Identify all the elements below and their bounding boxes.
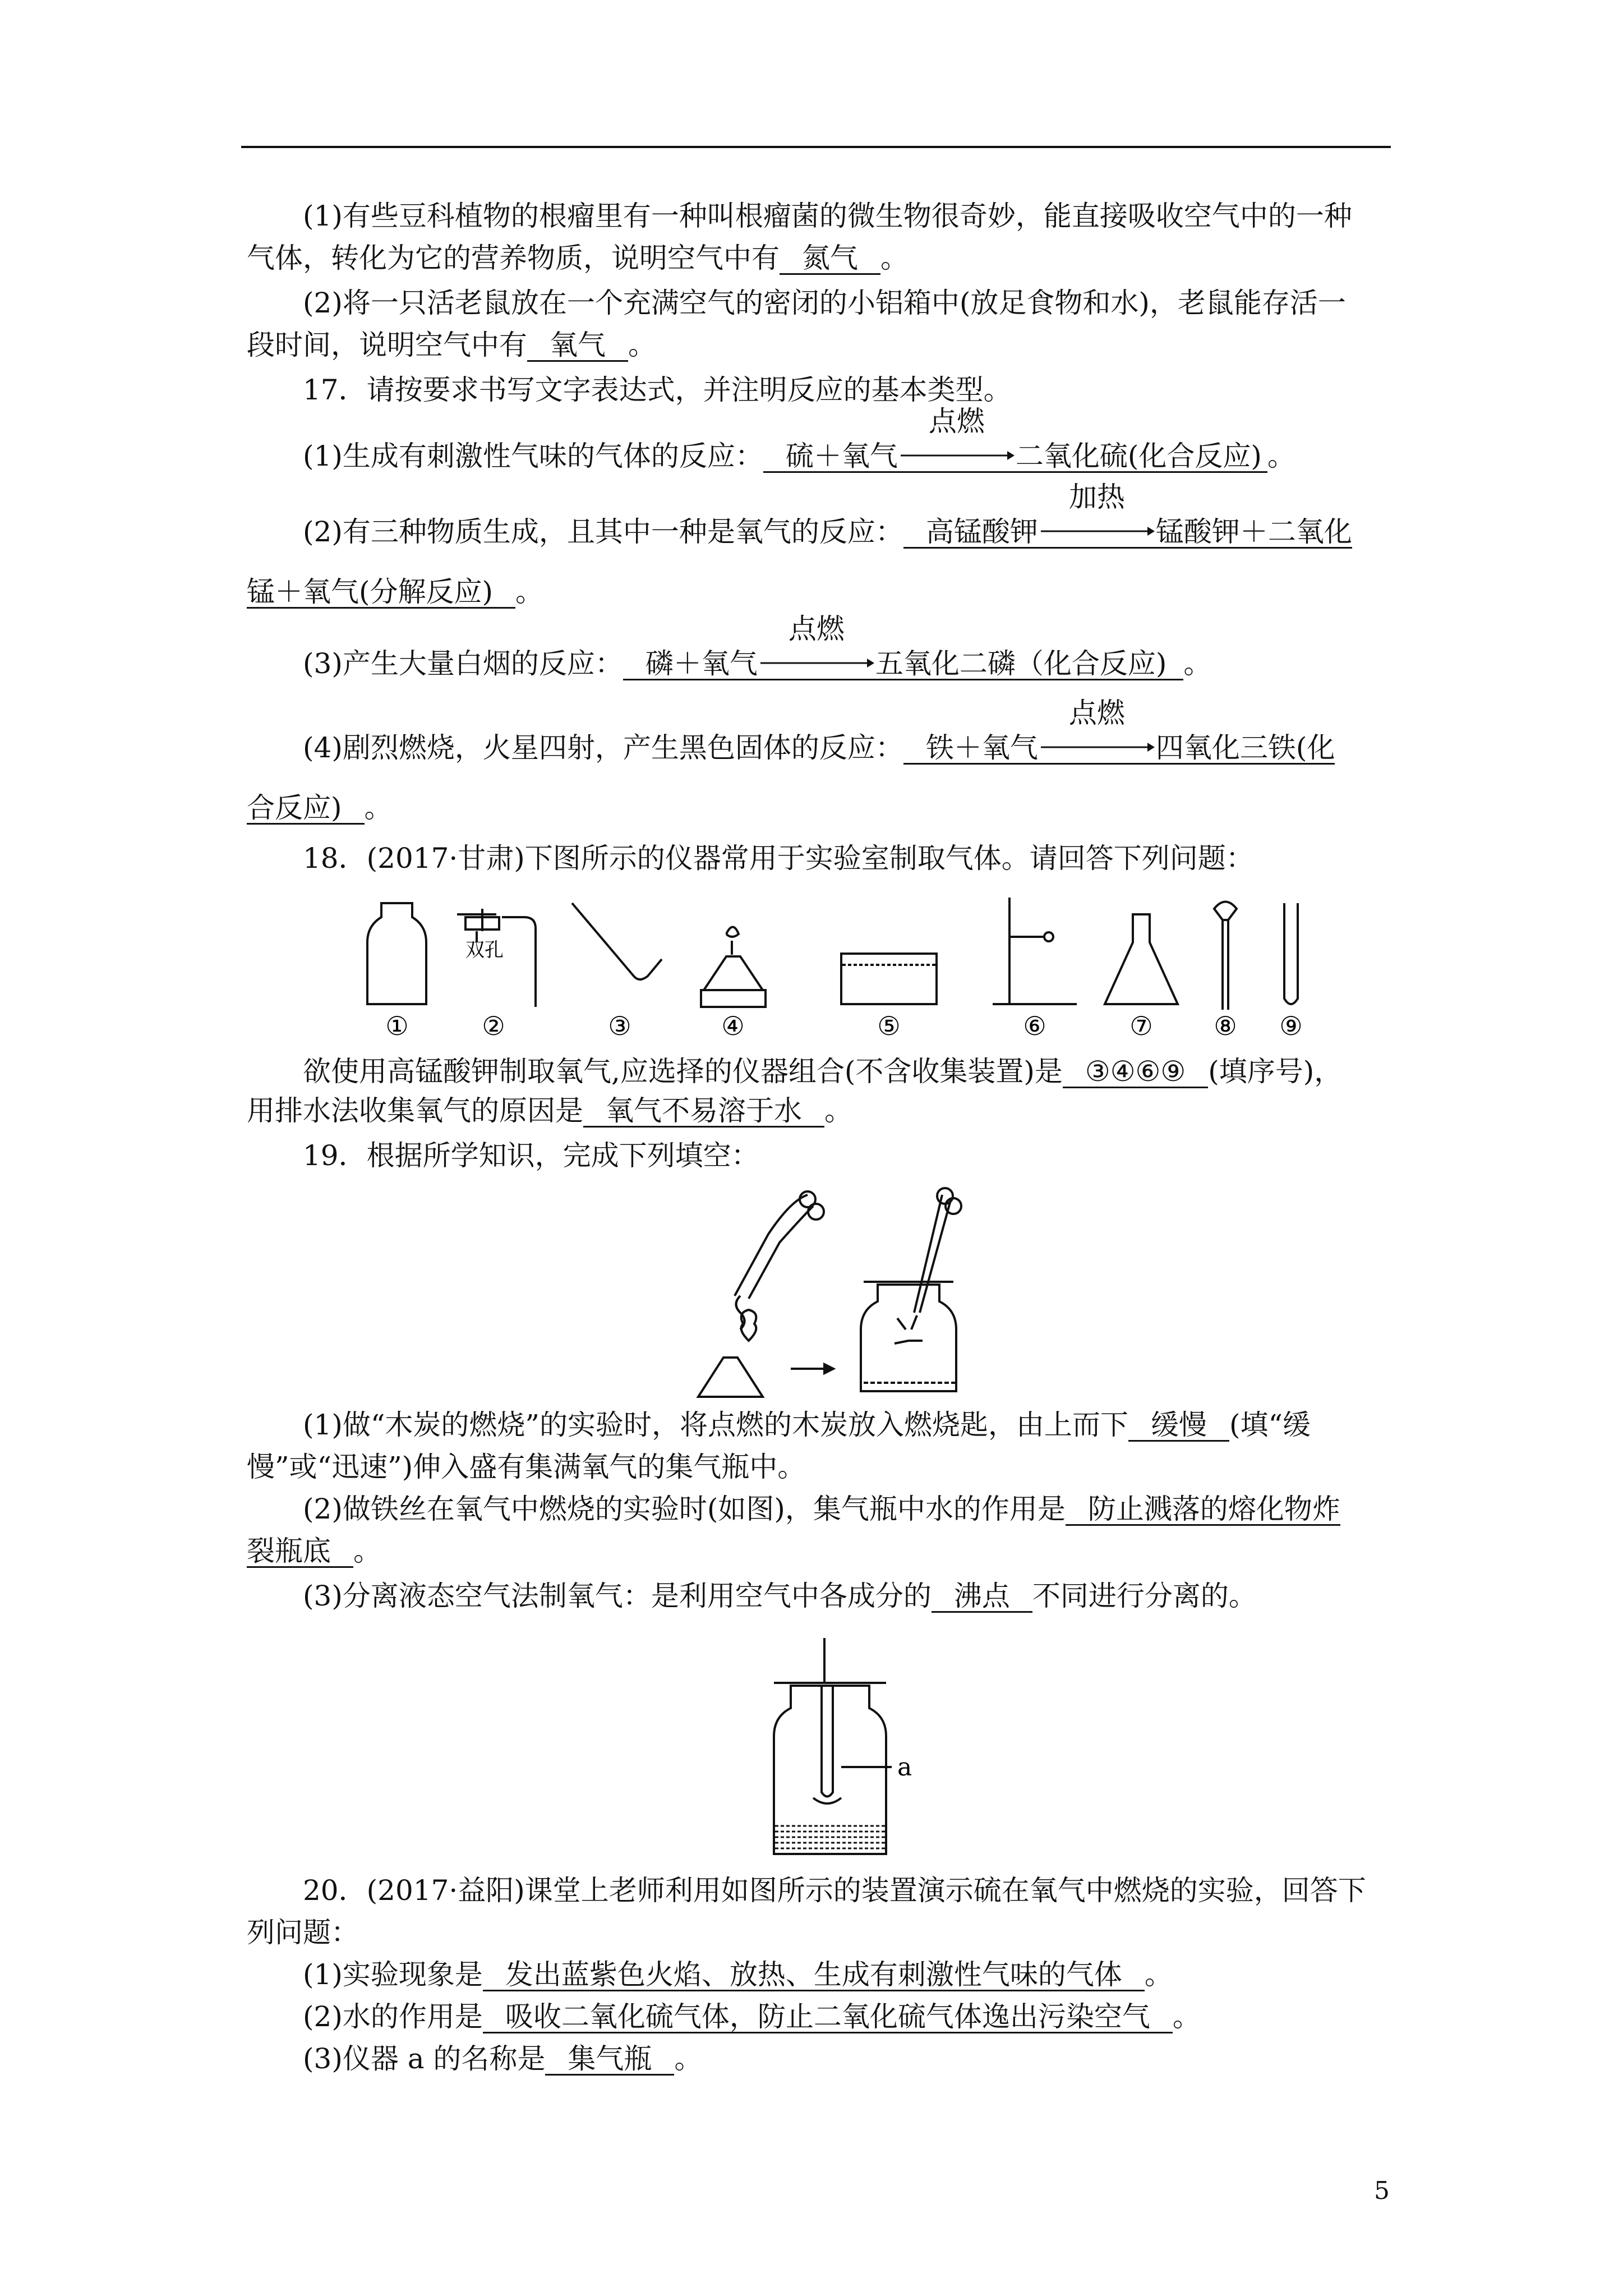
q16-p2-line1: (2)将一只活老鼠放在一个充满空气的密闭的小铝箱中(放足食物和水)，老鼠能存活一 [303,287,1346,319]
reactants: 硫＋氧气 [785,440,898,472]
q17-item1 [303,405,1295,473]
iron-stand-icon [993,898,1077,1004]
gas-bottle-icon [774,1686,886,1854]
gas-bottle-icon [861,1285,956,1391]
q17-item3 [303,613,1212,680]
funnel-icon [1214,902,1237,1010]
condition: 点燃 [788,613,845,645]
combustion-spoon-icon [822,1686,833,1797]
bent-tube-icon [572,903,662,979]
apparatus-label-a: a [897,1753,912,1782]
apparatus-label-9: ⑨ [1279,1011,1303,1038]
apparatus-label-2: ② [482,1011,505,1038]
q-text: (3)分离液态空气法制氧气：是利用空气中各成分的 [303,1580,932,1612]
products: 四氧化三铁(化 [1155,731,1335,764]
q16-p1-line2 [247,241,909,275]
punct: 。 [1267,440,1295,472]
q20-p2 [303,2000,1201,2033]
q-text: (4)剧烈燃烧，火星四射，产生黑色固体的反应： [303,731,903,764]
answer-blank [623,613,1184,680]
q18-ask-line1 [303,1055,1342,1088]
reactants: 高锰酸钾 [925,516,1038,548]
q20-title-line2: 列问题： [247,1916,359,1949]
punct: 。 [628,329,656,361]
q-text: (2)水的作用是 [303,2000,483,2033]
sparks-icon [895,1315,923,1343]
answer-blank: ③④⑥⑨ [1063,1056,1208,1088]
punct: 。 [1144,1958,1173,1991]
reactants: 铁＋氧气 [925,731,1038,764]
answer-blank [763,405,1267,473]
q17-item2-cont [247,575,543,609]
q-text: (2)做铁丝在氧气中燃烧的实验时(如图)，集气瓶中水的作用是 [303,1493,1066,1525]
tongs-icon [914,1195,951,1313]
answer-blank: 氮气 [780,243,880,275]
punct: 。 [515,576,544,608]
arrow-icon [758,651,875,679]
answer-blank [903,481,1352,549]
answer-blank: 氧气 [527,330,628,362]
punct: 。 [353,1535,381,1567]
q17-item2 [303,481,1352,549]
q17-item4-cont [247,791,393,825]
page-number: 5 [1374,2177,1390,2205]
q16-p1-text: 气体，转化为它的营养物质，说明空气中有 [247,242,780,274]
answer-blank [903,697,1335,765]
q16-p2-text: 段时间，说明空气中有 [247,329,527,361]
arrow-icon [898,443,1016,471]
punct: 。 [824,1094,852,1127]
q-text: (填“缓 [1229,1409,1311,1441]
punct: 。 [1183,647,1212,680]
q-text: (填序号)， [1208,1055,1343,1088]
apparatus-label-4: ④ [721,1011,745,1038]
q18-title: 18．(2017·甘肃)下图所示的仪器常用于实验室制取气体。请回答下列问题： [303,842,1254,875]
q20-p3 [303,2042,702,2076]
gas-bottle-icon [367,903,426,1004]
apparatus-label-8: ⑧ [1214,1011,1237,1038]
q17-title: 17．请按要求书写文字表达式，并注明反应的基本类型。 [303,374,1012,406]
header-rule [241,146,1391,148]
conical-flask-icon [1105,914,1178,1004]
answer-blank: 缓慢 [1128,1410,1229,1442]
condition: 点燃 [1068,697,1125,729]
punct: 。 [364,792,393,824]
reaction-arrow [1038,481,1156,547]
q19-p3 [303,1579,1257,1613]
q16-p2-line2 [247,328,656,362]
charcoal-burning-figure [695,1184,987,1402]
punct: 。 [674,2042,703,2075]
tongs-icon [735,1195,813,1299]
products: 二氧化硫(化合反应) [1015,440,1262,472]
punct: 。 [880,242,909,274]
answer-blank: 氧气不易溶于水 [583,1096,824,1128]
q19-p1-line2: 慢”或“迅速”)伸入盛有集满氧气的集气瓶中。 [247,1451,806,1483]
alcohol-lamp-icon [701,927,766,1007]
q-text: (1)做“木炭的燃烧”的实验时，将点燃的木炭放入燃烧匙，由上而下 [303,1409,1128,1441]
answer-blank: 集气瓶 [545,2044,674,2076]
apparatus-label-7: ⑦ [1129,1011,1153,1038]
water-icon [775,1826,885,1848]
products: 五氧化二磷（化合反应) [875,647,1167,680]
alcohol-lamp-icon [698,1358,763,1397]
q18-ask-line2 [247,1094,852,1128]
q19-p2-line1 [303,1492,1340,1526]
q19-p1-line1 [303,1408,1311,1442]
reaction-arrow [758,613,875,679]
q-text: (1)生成有刺激性气味的气体的反应： [303,440,763,472]
answer-blank: 沸点 [932,1581,1032,1613]
q20-title-line1: 20．(2017·益阳)课堂上老师利用如图所示的装置演示硫在氧气中燃烧的实验，回答下 [303,1874,1366,1907]
q20-p1 [303,1958,1173,1991]
q-text: (1)实验现象是 [303,1958,483,1991]
apparatus-label-1: ① [385,1011,409,1038]
products: 锰酸钾＋二氧化 [1155,516,1352,548]
reaction-arrow [1038,697,1156,763]
tube-label: 双孔 [465,939,504,961]
q-text: (3)仪器 a 的名称是 [303,2042,546,2075]
apparatus-label-6: ⑥ [1023,1011,1046,1038]
answer-blank: 锰＋氧气(分解反应) [247,577,515,609]
q19-title: 19．根据所学知识，完成下列填空： [303,1139,759,1172]
q17-item4 [303,697,1335,765]
apparatus-label-3: ③ [608,1011,631,1038]
q19-p2-line2 [247,1534,381,1568]
answer-blank: 发出蓝紫色火焰、放热、生成有刺激性气味的气体 [483,1959,1145,1991]
reactants: 磷＋氧气 [645,647,758,680]
test-tube-icon [1284,903,1298,1004]
answer-blank: 合反应) [247,793,365,825]
lab-apparatus-figure [359,892,1324,1038]
reaction-arrow [898,405,1016,471]
q16-p1-line1: (1)有些豆科植物的根瘤里有一种叫根瘤菌的微生物很奇妙，能直接吸收空气中的一种 [303,200,1352,232]
water-trough-icon [841,954,937,1004]
answer-blank: 裂瓶底 [247,1536,353,1568]
q-text: 不同进行分离的。 [1032,1580,1257,1612]
arrow-icon [1038,735,1156,763]
q-text: (3)产生大量白烟的反应： [303,647,623,680]
arrow-icon [1038,519,1156,547]
q-text: (2)有三种物质生成，且其中一种是氧气的反应： [303,516,903,548]
answer-blank: 防止溅落的熔化物炸 [1066,1494,1340,1526]
q-text: 欲使用高锰酸钾制取氧气,应选择的仪器组合(不含收集装置)是 [303,1055,1063,1088]
apparatus-label-5: ⑤ [877,1011,901,1038]
sulfur-burning-figure [757,1638,942,1862]
condition: 点燃 [928,405,985,438]
q-text: 用排水法收集氧气的原因是 [247,1094,583,1127]
answer-blank: 吸收二氧化硫气体，防止二氧化硫气体逸出污染空气 [483,2001,1173,2033]
condition: 加热 [1068,481,1125,513]
punct: 。 [1172,2000,1201,2033]
